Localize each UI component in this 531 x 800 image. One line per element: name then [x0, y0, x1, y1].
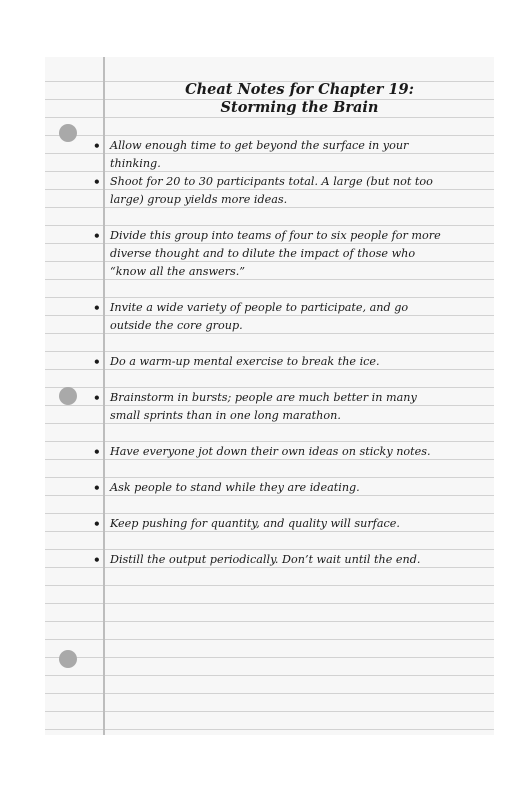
page-title — [105, 81, 494, 117]
margin-line — [103, 57, 105, 735]
bullet-icon: • — [93, 391, 101, 405]
list-item — [93, 389, 450, 425]
list-item — [93, 515, 450, 533]
bullet-icon: • — [93, 229, 101, 243]
note-text: Brainstorm in bursts; people are much better in many small sprints than in one long marathon. — [110, 391, 417, 422]
note-text: Have everyone jot down their own ideas on sticky notes. — [110, 445, 431, 458]
note-text: Shoot for 20 to 30 participants total. A large (but not too large) group yields more ideas. — [110, 175, 433, 206]
bullet-icon: • — [93, 445, 101, 459]
bullet-icon: • — [93, 301, 101, 315]
note-text: Allow enough time to get beyond the surface in your thinking. — [110, 139, 409, 170]
bullet-icon: • — [93, 175, 101, 189]
binder-hole-icon — [59, 387, 77, 405]
note-text: Distill the output periodically. Don’t wait until the end. — [110, 553, 421, 566]
binder-hole-icon — [59, 124, 77, 142]
list-item — [93, 443, 450, 461]
note-text: Invite a wide variety of people to participate, and go outside the core group. — [110, 301, 409, 332]
binder-hole-icon — [59, 650, 77, 668]
title-line-1: Cheat Notes for Chapter 19: — [185, 81, 414, 98]
list-item — [93, 227, 450, 281]
list-item — [93, 299, 450, 335]
bullet-icon: • — [93, 139, 101, 153]
bullet-icon: • — [93, 553, 101, 567]
list-item — [93, 479, 450, 497]
note-text: Ask people to stand while they are ideating. — [110, 481, 360, 494]
bullet-icon: • — [93, 481, 101, 495]
title-line-2: Storming the Brain — [220, 99, 379, 116]
list-item — [93, 551, 450, 569]
list-item — [93, 173, 450, 209]
note-text: Do a warm-up mental exercise to break the ice. — [110, 355, 380, 368]
notebook-page — [45, 57, 494, 735]
note-text: Keep pushing for quantity, and quality will surface. — [110, 517, 400, 530]
list-item — [93, 353, 450, 371]
bullet-icon: • — [93, 355, 101, 369]
bullet-icon: • — [93, 517, 101, 531]
list-item — [93, 137, 450, 173]
note-text: Divide this group into teams of four to six people for more diverse thought and to dilute the impact of those who “know all the answers.” — [110, 229, 441, 278]
